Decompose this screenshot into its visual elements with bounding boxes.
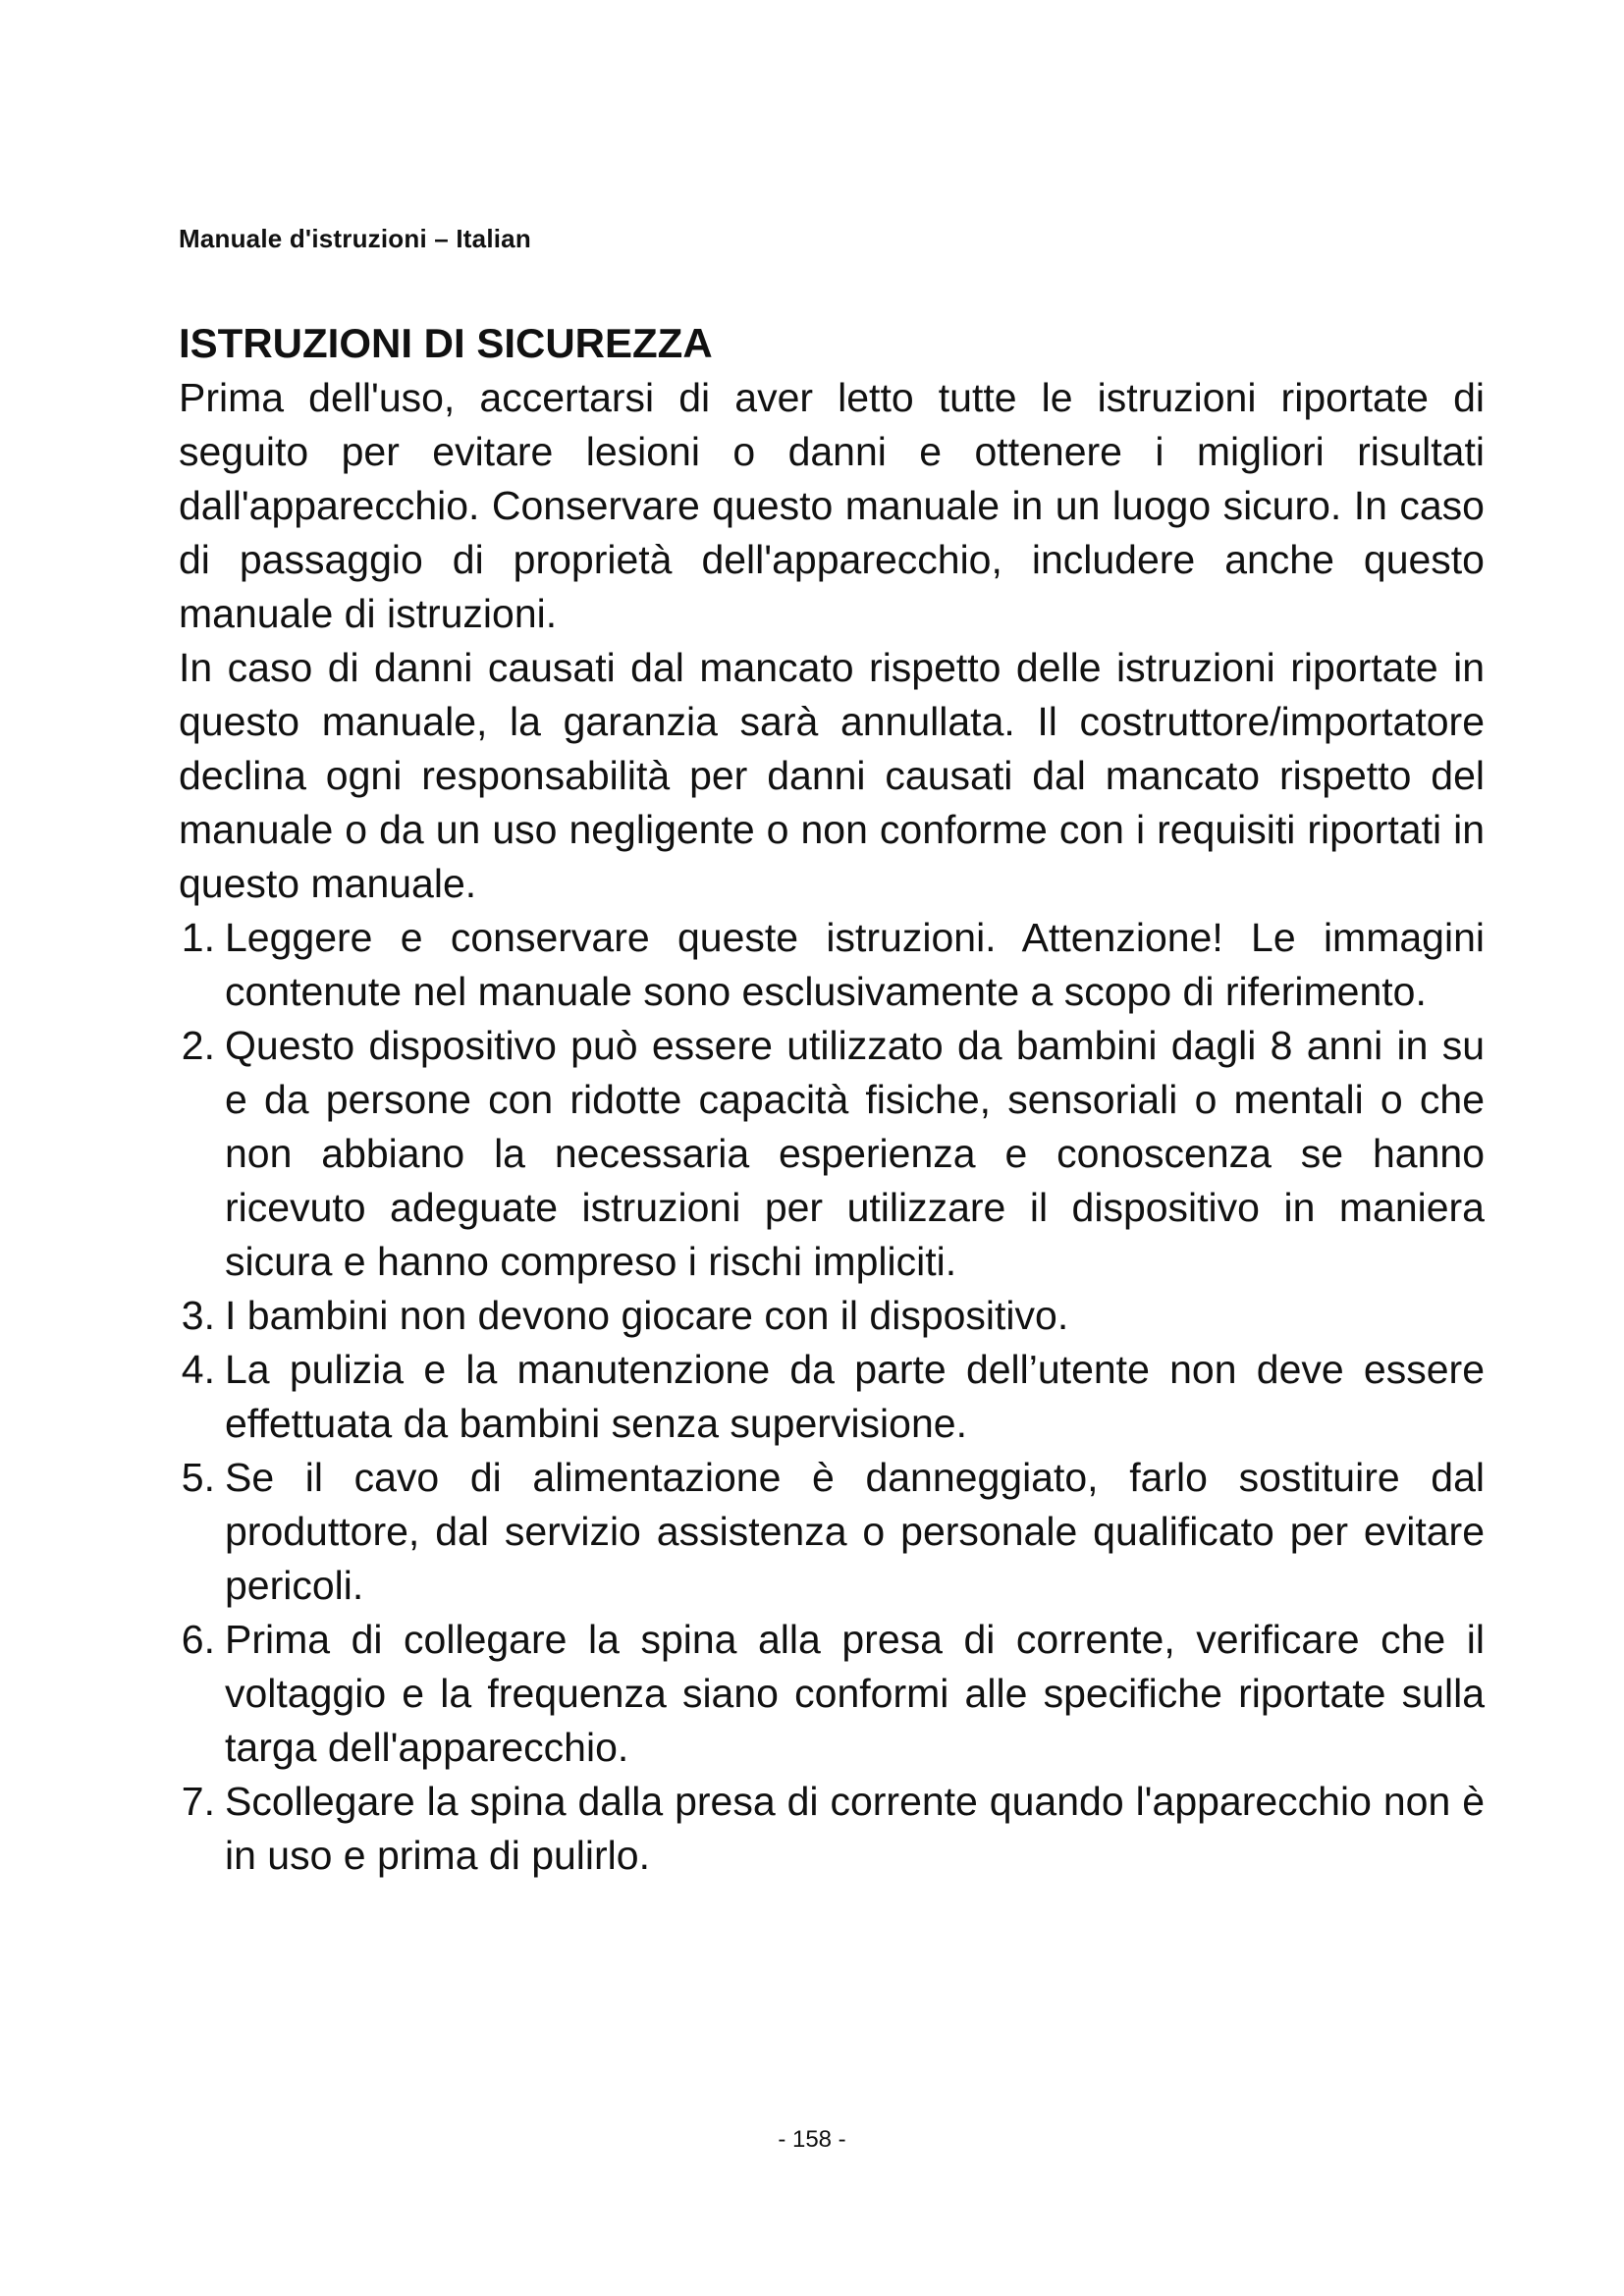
list-item-number: 7. bbox=[181, 1779, 215, 1824]
list-item-text: Scollegare la spina dalla presa di corrente quando l'apparecchio non è in uso e prima di pulirlo. bbox=[225, 1779, 1485, 1878]
section-title: ISTRUZIONI DI SICUREZZA bbox=[179, 320, 713, 366]
list-item-text: Leggere e conservare queste istruzioni. Attenzione! Le immagini contenute nel manuale sono esclusivamente a scopo di riferimento. bbox=[225, 915, 1485, 1014]
running-header: Manuale d'istruzioni – Italian bbox=[179, 224, 531, 253]
list-item-text: I bambini non devono giocare con il dispositivo. bbox=[225, 1293, 1069, 1338]
list-item bbox=[179, 1289, 1485, 1343]
list-item-number: 1. bbox=[181, 915, 215, 960]
list-item-text: Questo dispositivo può essere utilizzato da bambini dagli 8 anni in su e da persone con ridotte capacità fisiche, sensoriali o mentali o che non abbiano la necessaria esperienza e conoscenza se hanno ricevuto adeguate istruzioni per utilizzare il dispositivo in maniera sicura e hanno compreso i rischi impliciti. bbox=[225, 1023, 1485, 1284]
list-item bbox=[179, 911, 1485, 1019]
list-item-number: 5. bbox=[181, 1455, 215, 1500]
list-item-text: Prima di collegare la spina alla presa di corrente, verificare che il voltaggio e la frequenza siano conformi alle specifiche riportate sulla targa dell'apparecchio. bbox=[225, 1617, 1485, 1770]
list-item-number: 2. bbox=[181, 1023, 215, 1068]
intro-paragraph: Prima dell'uso, accertarsi di aver letto tutte le istruzioni riportate di seguito per evitare lesioni o danni e ottenere i migliori risultati dall'apparecchio. Conservare questo manuale in un luogo sicuro. In caso di passaggio di proprietà dell'apparecchio, includere anche questo manuale di istruzioni. bbox=[179, 375, 1485, 636]
list-item bbox=[179, 1451, 1485, 1613]
list-item-number: 4. bbox=[181, 1347, 215, 1392]
page-number: - 158 - bbox=[778, 2126, 846, 2153]
list-item-text: Se il cavo di alimentazione è danneggiato, farlo sostituire dal produttore, dal servizio assistenza o personale qualificato per evitare pericoli. bbox=[225, 1455, 1485, 1608]
list-item-number: 3. bbox=[181, 1293, 215, 1338]
warranty-paragraph: In caso di danni causati dal mancato rispetto delle istruzioni riportate in questo manuale, la garanzia sarà annullata. Il costruttore/importatore declina ogni responsabilità per danni causati dal mancato rispetto del manuale o da un uso negligente o non conforme con i requisiti riportati in questo manuale. bbox=[179, 645, 1485, 906]
list-item bbox=[179, 1343, 1485, 1451]
list-item bbox=[179, 1775, 1485, 1883]
list-item bbox=[179, 1613, 1485, 1775]
list-item bbox=[179, 1019, 1485, 1289]
safety-instructions-list bbox=[179, 911, 1485, 1883]
list-item-text: La pulizia e la manutenzione da parte dell’utente non deve essere effettuata da bambini senza supervisione. bbox=[225, 1347, 1485, 1446]
safety-section bbox=[179, 316, 1485, 1883]
list-item-number: 6. bbox=[181, 1617, 215, 1662]
